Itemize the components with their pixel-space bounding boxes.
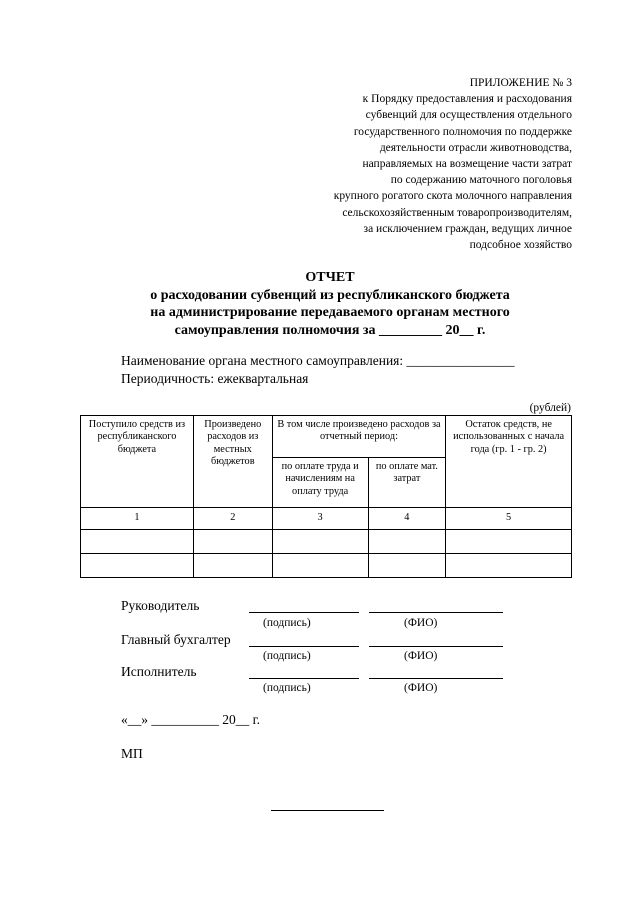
column-number: 1 bbox=[81, 508, 194, 530]
date-line: «__» __________ 20__ г. bbox=[121, 712, 261, 727]
appendix-line: за исключением граждан, ведущих личное bbox=[363, 222, 572, 235]
report-meta bbox=[121, 352, 515, 387]
report-table bbox=[80, 415, 572, 578]
sign-caption: (подпись) bbox=[263, 650, 311, 662]
accountant-label: Главный бухгалтер bbox=[121, 632, 231, 647]
table-cell[interactable] bbox=[272, 530, 368, 554]
table-number-row bbox=[81, 508, 572, 530]
header-cell: Остаток средств, не использованных с начала года (гр. 1 - гр. 2) bbox=[446, 416, 572, 508]
head-signature-field[interactable] bbox=[249, 598, 359, 613]
executor-signature-field[interactable] bbox=[249, 664, 359, 679]
column-number: 4 bbox=[368, 508, 446, 530]
table-cell[interactable] bbox=[446, 530, 572, 554]
units-label: (рублей) bbox=[529, 402, 571, 414]
column-number: 3 bbox=[272, 508, 368, 530]
name-caption: (ФИО) bbox=[404, 650, 438, 662]
appendix-line: государственного полномочия по поддержке bbox=[353, 125, 572, 138]
stamp-label: МП bbox=[121, 746, 143, 761]
sign-caption: (подпись) bbox=[263, 617, 311, 629]
header-cell: Произведено расходов из местных бюджетов bbox=[193, 416, 272, 508]
executor-label: Исполнитель bbox=[121, 664, 197, 679]
table-cell[interactable] bbox=[193, 554, 272, 578]
report-title bbox=[60, 269, 600, 339]
appendix-line: направляемых на возмещение части затрат bbox=[362, 158, 572, 171]
appendix-line: подсобное хозяйство bbox=[469, 239, 572, 252]
header-cell: по оплате мат. затрат bbox=[368, 458, 446, 508]
accountant-name-field[interactable] bbox=[369, 632, 503, 647]
name-caption: (ФИО) bbox=[404, 682, 438, 694]
head-name-field[interactable] bbox=[369, 598, 503, 613]
column-number: 2 bbox=[193, 508, 272, 530]
table-header-row bbox=[81, 416, 572, 458]
appendix-line: сельскохозяйственным товаропроизводителям, bbox=[342, 206, 572, 219]
head-label: Руководитель bbox=[121, 598, 200, 613]
table-cell[interactable] bbox=[81, 530, 194, 554]
table-cell[interactable] bbox=[368, 530, 446, 554]
table-cell[interactable] bbox=[193, 530, 272, 554]
accountant-signature-field[interactable] bbox=[249, 632, 359, 647]
table-cell[interactable] bbox=[272, 554, 368, 578]
title-line: ОТЧЕТ bbox=[305, 270, 355, 285]
executor-name-field[interactable] bbox=[369, 664, 503, 679]
appendix-line: ПРИЛОЖЕНИЕ № 3 bbox=[469, 77, 572, 89]
title-line: самоуправления полномочия за _________ 20__ г. bbox=[174, 322, 486, 338]
table-row bbox=[81, 554, 572, 578]
appendix-line: субвенций для осуществления отдельного bbox=[365, 109, 572, 122]
appendix-line: по содержанию маточного поголовья bbox=[390, 174, 572, 187]
header-cell: по оплате труда и начислениям на оплату труда bbox=[272, 458, 368, 508]
org-name-field: Наименование органа местного самоуправления: ________________ bbox=[121, 353, 515, 368]
header-cell: В том числе произведено расходов за отчетный период: bbox=[272, 416, 446, 458]
column-number: 5 bbox=[446, 508, 572, 530]
name-caption: (ФИО) bbox=[404, 617, 438, 629]
table-cell[interactable] bbox=[446, 554, 572, 578]
appendix-line: крупного рогатого скота молочного направления bbox=[333, 190, 572, 203]
header-cell: Поступило средств из республиканского бюджета bbox=[81, 416, 194, 508]
table-cell[interactable] bbox=[81, 554, 194, 578]
appendix-block bbox=[242, 75, 572, 253]
table-cell[interactable] bbox=[368, 554, 446, 578]
title-line: на администрирование передаваемого органам местного bbox=[150, 305, 510, 320]
periodicity-field: Периодичность: ежеквартальная bbox=[121, 370, 309, 386]
appendix-line: деятельности отрасли животноводства, bbox=[379, 141, 572, 154]
table-row bbox=[81, 530, 572, 554]
bottom-signature-line[interactable] bbox=[271, 798, 384, 811]
appendix-line: к Порядку предоставления и расходования bbox=[362, 93, 572, 106]
title-line: о расходовании субвенций из республиканского бюджета bbox=[150, 287, 510, 303]
sign-caption: (подпись) bbox=[263, 682, 311, 694]
